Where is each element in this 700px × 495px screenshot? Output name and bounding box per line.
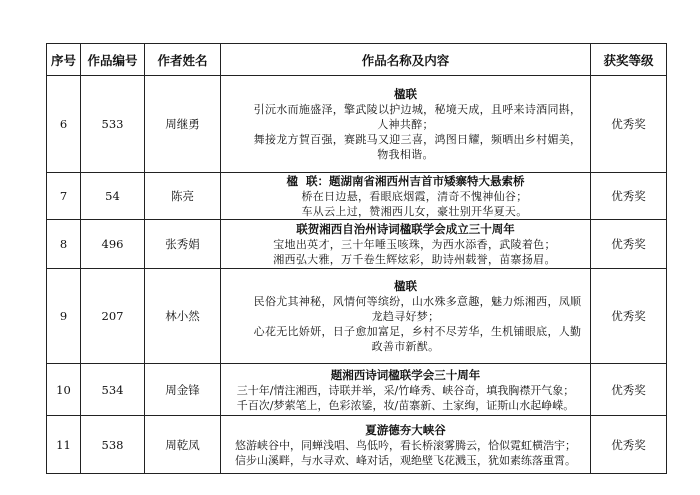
table-row [47, 269, 667, 364]
content-line: 悠游峡谷中，同蝉浅唱、鸟低吟，看长桥滚雾腾云，恰似霓虹横浩宇； [235, 438, 576, 452]
cell-author: 张秀娟 [145, 220, 221, 269]
content-line: 桥在日边悬，看眼底烟霞，清奇不愧神仙谷； [301, 190, 528, 203]
cell-seq: 10 [47, 364, 81, 416]
content-line: 车从云上过，赞湘西儿女，豪壮别开华夏天。 [301, 205, 528, 218]
content-line: 人神共醉； [377, 118, 434, 131]
cell-seq: 6 [47, 76, 81, 173]
cell-work-id: 533 [81, 76, 145, 173]
cell-content [221, 269, 591, 364]
cell-content [221, 173, 591, 220]
work-title: 楹联 [394, 87, 417, 101]
cell-content [221, 220, 591, 269]
cell-content [221, 416, 591, 474]
content-line: 信步山溪畔，与水寻欢、峰对话，观绝壁飞花溅玉，犹如素练落重霄。 [235, 453, 576, 467]
table-row [47, 364, 667, 416]
content-line: 龙趋寻好梦； [371, 310, 440, 323]
cell-work-id: 207 [81, 269, 145, 364]
work-title: 楹联 [394, 279, 417, 293]
header-award: 获奖等级 [591, 44, 667, 76]
cell-award: 优秀奖 [591, 76, 667, 173]
header-author: 作者姓名 [145, 44, 221, 76]
content-line: 心花无比娇妍，日子愈加富足，乡村不尽芳华，生机铺眼底，人勤 [253, 325, 582, 338]
header-content: 作品名称及内容 [221, 44, 591, 76]
header-seq: 序号 [47, 44, 81, 76]
table-row [47, 416, 667, 474]
content-line: 政善市新猷。 [371, 340, 440, 353]
cell-work-id: 534 [81, 364, 145, 416]
cell-seq: 11 [47, 416, 81, 474]
work-title: 夏游德夯大峡谷 [365, 422, 446, 437]
cell-work-id: 496 [81, 220, 145, 269]
content-line: 千百次/梦萦笔上，色彩浓鋈，妆/苗寨新、土家绚，证斯山水起峥嵘。 [236, 398, 575, 412]
cell-work-id: 538 [81, 416, 145, 474]
content-line: 宝地出英才，三十年唾玉咳珠，为西水添香，武陵着色； [273, 238, 556, 251]
table-row [47, 220, 667, 269]
content-line: 湘西弘大雅，万千卷生辉炫彩，助诗州载誉，苗寨扬眉。 [273, 253, 556, 266]
cell-award: 优秀奖 [591, 269, 667, 364]
content-line: 三十年/情注湘西，诗联并举，采/竹峰秀、峡谷奇，填我胸襟开气象； [236, 383, 575, 397]
cell-author: 周乾凤 [145, 416, 221, 474]
table-row [47, 76, 667, 173]
content-line: 物我相谐。 [377, 148, 434, 161]
work-title: 题湘西诗词楹联学会三十周年 [330, 367, 481, 382]
header-row [47, 44, 667, 76]
cell-award: 优秀奖 [591, 416, 667, 474]
cell-award: 优秀奖 [591, 220, 667, 269]
cell-author: 周继勇 [145, 76, 221, 173]
content-line: 舞接龙方賀百强，赛跳马又迎三喜，鸿图日耀，频晒出乡村媚美， [253, 133, 582, 146]
cell-seq: 9 [47, 269, 81, 364]
cell-work-id: 54 [81, 173, 145, 220]
cell-seq: 8 [47, 220, 81, 269]
content-line: 民俗尤其神秘，风情何等缤纷，山水殊多意趣，魅力烁湘西，凤顺 [253, 295, 582, 308]
table-row [47, 173, 667, 220]
header-work-id: 作品编号 [81, 44, 145, 76]
work-title: 楹 联：题湖南省湘西州吉首市矮寨特大悬索桥 [286, 174, 525, 188]
work-title: 联贺湘西自治州诗词楹联学会成立三十周年 [296, 222, 515, 236]
cell-seq: 7 [47, 173, 81, 220]
cell-author: 周金锋 [145, 364, 221, 416]
cell-content [221, 76, 591, 173]
cell-award: 优秀奖 [591, 173, 667, 220]
cell-author: 林小然 [145, 269, 221, 364]
awards-table [46, 43, 667, 474]
cell-author: 陈亮 [145, 173, 221, 220]
content-line: 引沅水而施盛泽，擎武陵以护边城，秘境天成，且呼来诗酒同斟， [253, 103, 582, 116]
cell-content [221, 364, 591, 416]
cell-award: 优秀奖 [591, 364, 667, 416]
